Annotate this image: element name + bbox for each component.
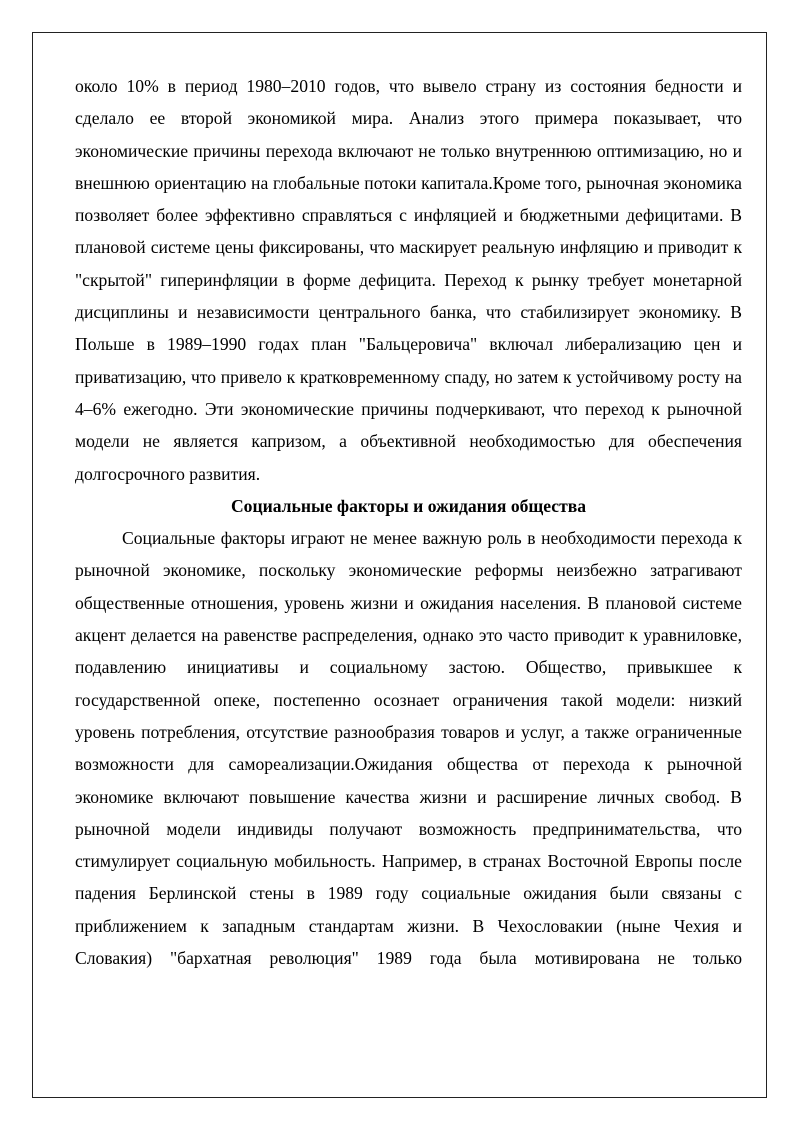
body-paragraph: Социальные факторы играют не менее важную роль в необходимости перехода к рыночной экономике, поскольку экономические реформы неизбежно затрагивают общественные отношения, уровень жизни и ожидания населения. В плановой системе акцент делается на равенстве распределения, однако это часто приводит к уравниловке, подавлению инициативы и социальному застою. Общество, привыкшее к государственной опеке, постепенно осознает ограничения такой модели: низкий уровень потребления, отсутствие разнообразия товаров и услуг, а также ограниченные возможности для самореализации.Ожидания общества от перехода к рыночной экономике включают повышение качества жизни и расширение личных свобод. В рыночной модели индивиды получают возможность предпринимательства, что стимулирует социальную мобильность. Например, в странах Восточной Европы после падения Берлинской стены в 1989 году социальные ожидания были связаны с приближением к западным стандартам жизни. В Чехословакии (ныне Чехия и Словакия) "бархатная революция" 1989 года была мотивирована не только	[75, 528, 742, 969]
section-heading: Социальные факторы и ожидания общества	[230, 495, 587, 516]
body-paragraph: около 10% в период 1980–2010 годов, что вывело страну из состояния бедности и сделало ее второй экономикой мира. Анализ этого примера показывает, что экономические причины перехода включают не только внутреннюю оптимизацию, но и внешнюю ориентацию на глобальные потоки капитала.Кроме того, рыночная экономика позволяет более эффективно справляться с инфляцией и бюджетными дефицитами. В плановой системе цены фиксированы, что маскирует реальную инфляцию и приводит к "скрытой" гиперинфляции в форме дефицита. Переход к рынку требует монетарной дисциплины и независимости центрального банка, что стабилизирует экономику. В Польше в 1989–1990 годах план "Бальцеровича" включал либерализацию цен и приватизацию, что привело к кратковременному спаду, но затем к устойчивому росту на 4–6% ежегодно. Эти экономические причины подчеркивают, что переход к рыночной модели не является капризом, а объективной необходимостью для обеспечения долгосрочного развития.	[75, 76, 742, 484]
page-content	[75, 70, 742, 974]
